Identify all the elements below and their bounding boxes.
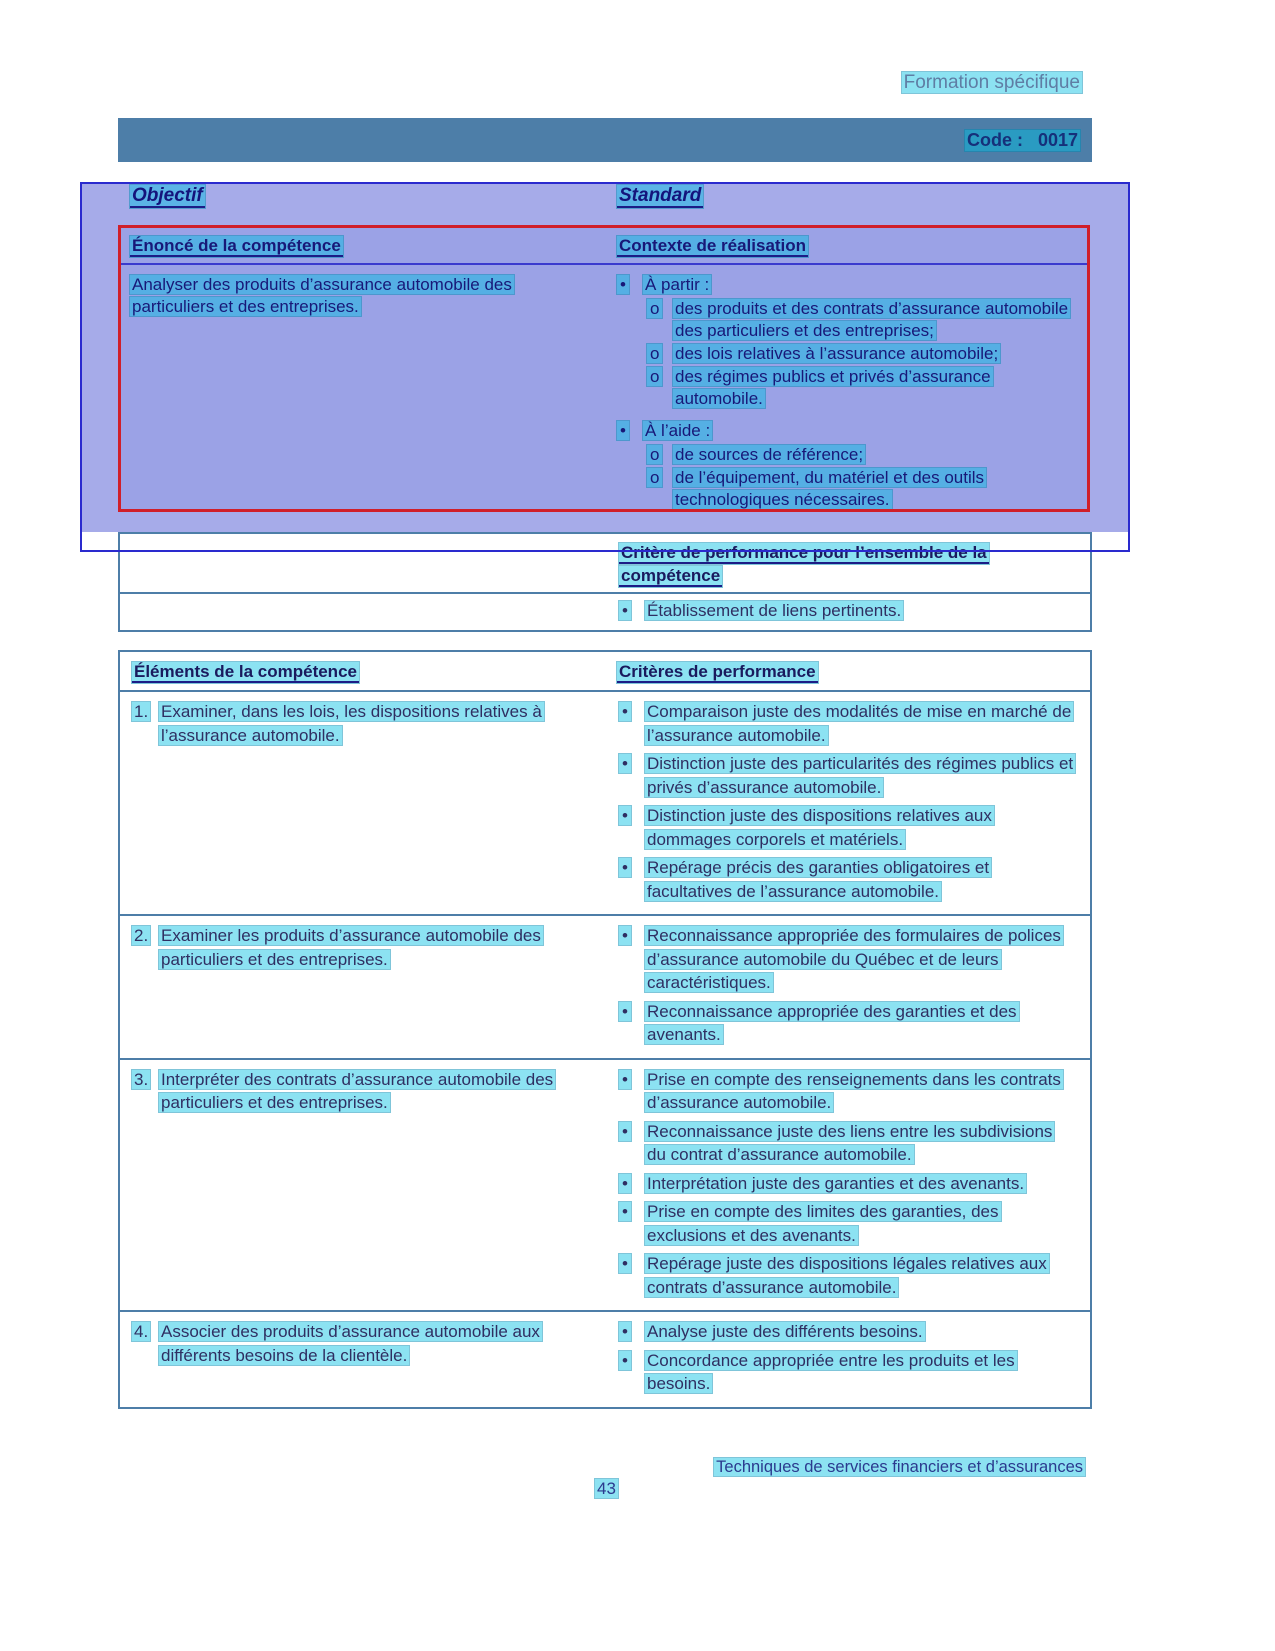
contexte-item [617,274,1083,296]
bullet-icon: • [619,1000,645,1047]
criterion-item [619,1068,1074,1115]
criteres-header: Critères de performance [619,662,816,681]
element-cell [120,1320,611,1401]
element-text: Associer des produits d’assurance automobile aux différents besoins de la clientèle. [161,1322,540,1365]
bullet-icon: • [619,1252,645,1299]
criterion-item [619,700,1074,747]
element-number: 1. [134,702,149,721]
element-cell [120,924,611,1052]
sub-bullet-icon: o [647,343,673,365]
critere-ensemble-body-row [120,594,1090,630]
criterion-item [619,1172,1074,1196]
enonce-cell [121,274,609,512]
critere-ensemble-header: Critère de performance pour l’ensemble de la compétence [621,543,987,585]
criterion-item [619,1200,1074,1247]
contexte-subitem-text: de l’équipement, du matériel et des outils technologiques nécessaires. [675,468,985,509]
footer-text: Techniques de services financiers et d’assurances [716,1458,1083,1476]
contexte-subitem-text: des régimes publics et privés d’assurance automobile. [675,367,991,408]
code-label: Code : 0017 [966,129,1078,150]
criteria-cell [611,700,1090,908]
contexte-subitem-text: de sources de référence; [675,445,864,464]
element-text: Examiner, dans les lois, les dispositions relatives à l’assurance automobile. [161,702,542,745]
criterion-item [619,856,1074,903]
contexte-item [617,420,1083,442]
page-number: 43 [597,1479,616,1498]
element-cell [120,700,611,908]
document-footer [0,1458,1085,1477]
criteres-header-cell [611,660,1090,690]
bullet-icon: • [619,1172,645,1196]
contexte-subitem [647,343,1083,365]
contexte-item-label: À l’aide : [645,421,711,440]
sub-bullet-icon: o [647,444,673,466]
bullet-icon: • [619,804,645,851]
enonce-text: Analyser des produits d’assurance automobile des particuliers et des entreprises. [132,275,512,316]
element-number: 3. [134,1069,149,1089]
competence-box-header [121,228,1087,265]
criterion-text: Distinction juste des particularités des régimes publics et privés d’assurance automobile. [647,754,1074,797]
contexte-subitem-text: des produits et des contrats d’assurance automobile des particuliers et des entreprises; [675,299,1069,340]
criterion-item [619,1320,1074,1344]
element-number: 4. [134,1322,149,1341]
table-row [120,1312,1090,1407]
bullet-icon: • [619,1068,645,1115]
criterion-text: Reconnaissance appropriée des garanties et des avenants. [647,1001,1017,1044]
elements-header: Éléments de la compétence [134,662,357,681]
criterion-item [619,752,1074,799]
contexte-header-cell [609,235,1087,263]
code-bar [118,118,1092,162]
formation-label: Formation spécifique [903,72,1080,93]
critere-ensemble-header-cell [611,541,1090,592]
criterion-text: Prise en compte des limites des garanties, des exclusions et des avenants. [647,1202,999,1245]
bullet-icon: • [619,1320,645,1344]
critere-ensemble-table [118,532,1092,632]
sub-bullet-icon: o [647,298,673,342]
criterion-item [619,1120,1074,1167]
criterion-item [619,1349,1074,1396]
contexte-subitem [647,467,1083,511]
criterion-text: Comparaison juste des modalités de mise en marché de l’assurance automobile. [647,702,1072,745]
sub-bullet-icon: o [647,467,673,511]
bullet-icon: • [619,752,645,799]
elements-table-header-row [120,652,1090,692]
criterion-text: Distinction juste des dispositions relatives aux dommages corporels et matériels. [647,806,992,849]
critere-ensemble-item-cell [611,599,1090,626]
table-row [120,916,1090,1060]
contexte-subitem [647,298,1083,342]
contexte-subitem [647,444,1083,466]
bullet-icon: • [619,1200,645,1247]
bullet-icon: • [619,599,645,622]
elements-header-cell [120,660,611,690]
criteria-cell [611,1320,1090,1401]
critere-ensemble-text: Établissement de liens pertinents. [647,601,902,620]
contexte-subitem [647,366,1083,410]
criterion-text: Interprétation juste des garanties et des avenants. [647,1173,1025,1193]
criterion-text: Repérage précis des garanties obligatoires et facultatives de l’assurance automobile. [647,858,990,901]
element-text: Interpréter des contrats d’assurance automobile des particuliers et des entreprises. [161,1069,554,1112]
table-row [120,692,1090,916]
standard-label: Standard [619,185,702,206]
contexte-subitem-text: des lois relatives à l’assurance automobile; [675,344,999,363]
table-row [120,1060,1090,1313]
element-text: Examiner les produits d’assurance automobile des particuliers et des entreprises. [161,926,541,969]
contexte-header: Contexte de réalisation [619,236,807,255]
competence-box-body [121,265,1087,512]
criterion-text: Analyse juste des différents besoins. [647,1322,923,1341]
contexte-item-label: À partir : [645,275,710,294]
criterion-item [619,1000,1074,1047]
enonce-header-cell [121,235,609,263]
enonce-header: Énoncé de la compétence [132,236,341,255]
criteria-cell [611,924,1090,1052]
element-cell [120,1068,611,1305]
criterion-text: Reconnaissance juste des liens entre les subdivisions du contrat d’assurance automobile. [647,1121,1053,1164]
critere-ensemble-item [619,599,1086,622]
elements-table [118,650,1092,1409]
page-header-note [0,72,1082,94]
contexte-cell [609,274,1087,512]
objectif-label: Objectif [132,185,203,206]
criterion-item [619,804,1074,851]
criterion-text: Concordance appropriée entre les produits et les besoins. [647,1350,1015,1393]
element-number: 2. [134,926,149,945]
criterion-item [619,924,1074,995]
critere-ensemble-header-row [120,534,1090,594]
criterion-item [619,1252,1074,1299]
empty-cell [120,599,611,626]
criterion-text: Repérage juste des dispositions légales relatives aux contrats d’assurance automobile. [647,1254,1047,1297]
empty-cell [120,541,611,592]
criterion-text: Prise en compte des renseignements dans les contrats d’assurance automobile. [647,1069,1061,1112]
bullet-icon: • [619,1349,645,1396]
competence-box [118,225,1090,512]
sub-bullet-icon: o [647,366,673,410]
bullet-icon: • [617,274,643,296]
bullet-icon: • [617,420,643,442]
criterion-text: Reconnaissance appropriée des formulaires de polices d’assurance automobile du Québec et de leurs caractéristiques. [647,926,1061,992]
bullet-icon: • [619,856,645,903]
bullet-icon: • [619,700,645,747]
bullet-icon: • [619,1120,645,1167]
criteria-cell [611,1068,1090,1305]
bullet-icon: • [619,924,645,995]
